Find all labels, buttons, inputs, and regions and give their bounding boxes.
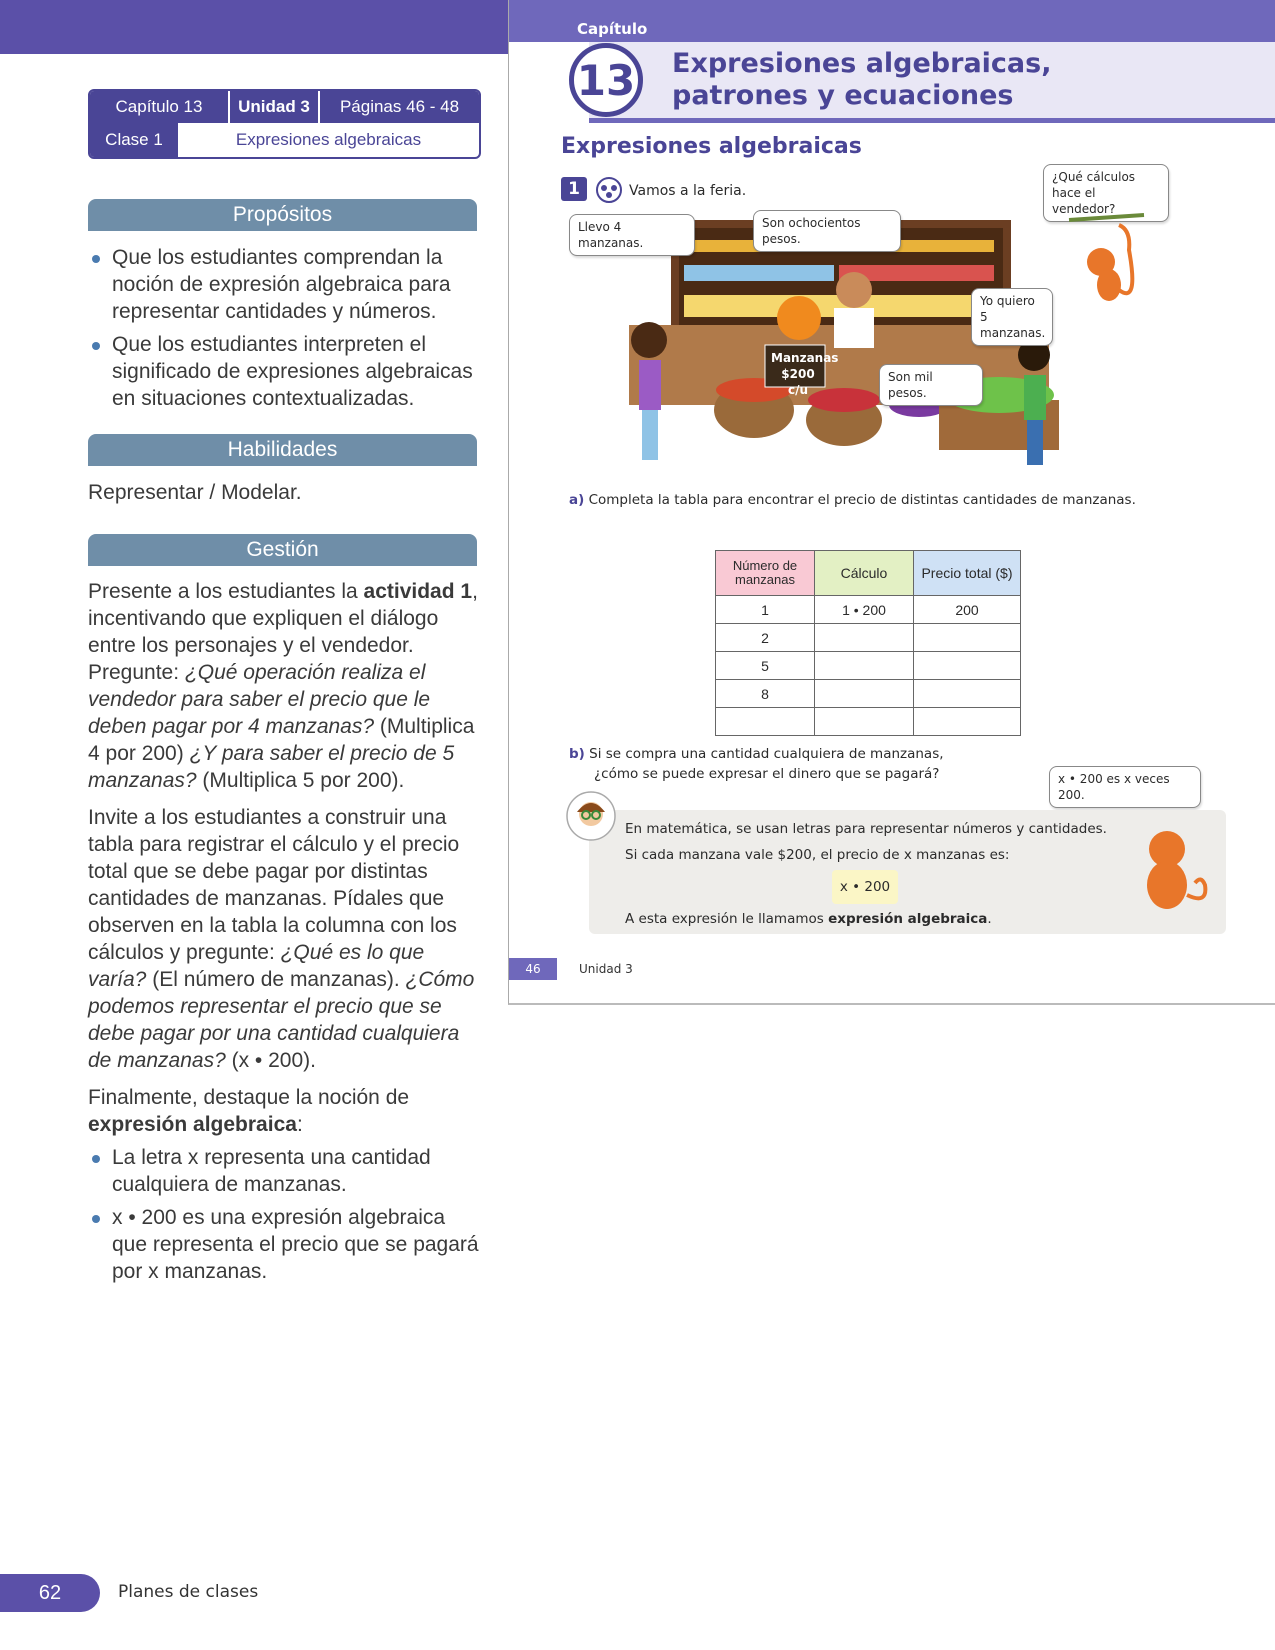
question-a: a) Completa la tabla para encontrar el precio de distintas cantidades de manzanas. [569, 492, 1136, 508]
propositos-list [88, 244, 483, 412]
group-icon [594, 176, 624, 204]
table-header: Número de manzanas [716, 551, 815, 596]
gestion-paragraph-2: Invite a los estudiantes a construir una tabla para registrar el cálculo y el precio total que se debe pagar por distintas cantidades de manzanas. Pídales que observen en la tabla la columna con los cálculos y pregunte: ¿Qué es lo que varía? (El número de manzanas). ¿Cómo podemos representar el precio que se debe pagar por una cantidad cualquiera de manzanas? (x • 200). [88, 806, 475, 1072]
section-title: Expresiones algebraicas [561, 134, 862, 159]
footer-text: Planes de clases [118, 1582, 259, 1602]
speech-bubble: x • 200 es x veces 200. [1049, 766, 1201, 808]
book-page-number: 46 [509, 958, 557, 980]
gestion-text [88, 578, 483, 1285]
chapter-word: Capítulo [577, 20, 648, 38]
gestion-bullet: x • 200 es una expresión algebraica que representa el precio que se pagará por x manzanas. [88, 1204, 483, 1285]
price-sign: Manzanas $200 c/u [771, 351, 839, 397]
propositos-heading: Propósitos [88, 199, 477, 231]
gestion-bullet: La letra x representa una cantidad cualquiera de manzanas. [88, 1144, 483, 1198]
habilidades-text: Representar / Modelar. [88, 481, 302, 504]
speech-bubble: ¿Qué cálculos hace el vendedor? [1043, 164, 1169, 222]
algebraic-expression: x • 200 [832, 870, 898, 904]
table-header: Cálculo [815, 551, 914, 596]
habilidades-heading: Habilidades [88, 434, 477, 466]
table-row: 5 [716, 652, 1021, 680]
activity-number: 1 [561, 177, 587, 201]
definition-text: En matemática, se usan letras para representar números y cantidades. Si cada manzana vale $200, el precio de x manzanas es: x • 200 A esta expresión le llamamos expresión algebraica. [625, 821, 1107, 927]
question-b: b) Si se compra una cantidad cualquiera de manzanas, ¿cómo se puede expresar el dinero que se pagará? [569, 746, 944, 782]
monkey-illustration [1059, 210, 1149, 310]
top-banner [0, 0, 510, 54]
chapter-title: Expresiones algebraicas, patrones y ecuaciones [672, 48, 1052, 111]
speech-bubble: Llevo 4 manzanas. [569, 214, 695, 256]
apple-price-table [715, 550, 1021, 736]
speech-bubble: Son mil pesos. [879, 364, 983, 406]
table-header: Precio total ($) [914, 551, 1021, 596]
activity-text: Vamos a la feria. [629, 183, 747, 199]
pages-label: Páginas 46 - 48 [339, 97, 460, 116]
proposito-item: Que los estudiantes comprendan la noción de expresión algebraica para representar cantidades y números. [88, 244, 483, 325]
table-row: 2 [716, 624, 1021, 652]
table-row: 1 1 • 200 200 [716, 596, 1021, 624]
class-info-box [88, 89, 481, 159]
proposito-item: Que los estudiantes interpreten el significado de expresiones algebraicas en situaciones contextualizadas. [88, 331, 483, 412]
monkey-illustration [1133, 825, 1213, 915]
gestion-heading: Gestión [88, 534, 477, 566]
unit-label: Unidad 3 [230, 91, 320, 123]
teacher-avatar-icon [565, 790, 617, 842]
textbook-page [508, 0, 1275, 1005]
table-row [716, 708, 1021, 736]
chapter-number-badge: 13 [569, 43, 643, 117]
gestion-paragraph-1: Presente a los estudiantes la actividad 1, incentivando que expliquen el diálogo entre los personajes y el vendedor. Pregunte: ¿Qué operación realiza el vendedor para saber el precio que le deben pagar por 4 manzanas? (Multiplica 4 por 200) ¿Y para saber el precio de 5 manzanas? (Multiplica 5 por 200). [88, 580, 478, 792]
class-label: Clase 1 [90, 123, 178, 157]
chapter-label: Capítulo 13 [90, 91, 230, 123]
gestion-paragraph-3: Finalmente, destaque la noción de expresión algebraica: [88, 1086, 410, 1136]
speech-bubble: Son ochocientos pesos. [753, 210, 901, 252]
page-number: 62 [0, 1574, 100, 1612]
book-unit-label: Unidad 3 [579, 962, 633, 976]
speech-bubble: Yo quiero 5 manzanas. [971, 288, 1053, 346]
class-topic: Expresiones algebraicas [235, 130, 422, 149]
table-row: 8 [716, 680, 1021, 708]
